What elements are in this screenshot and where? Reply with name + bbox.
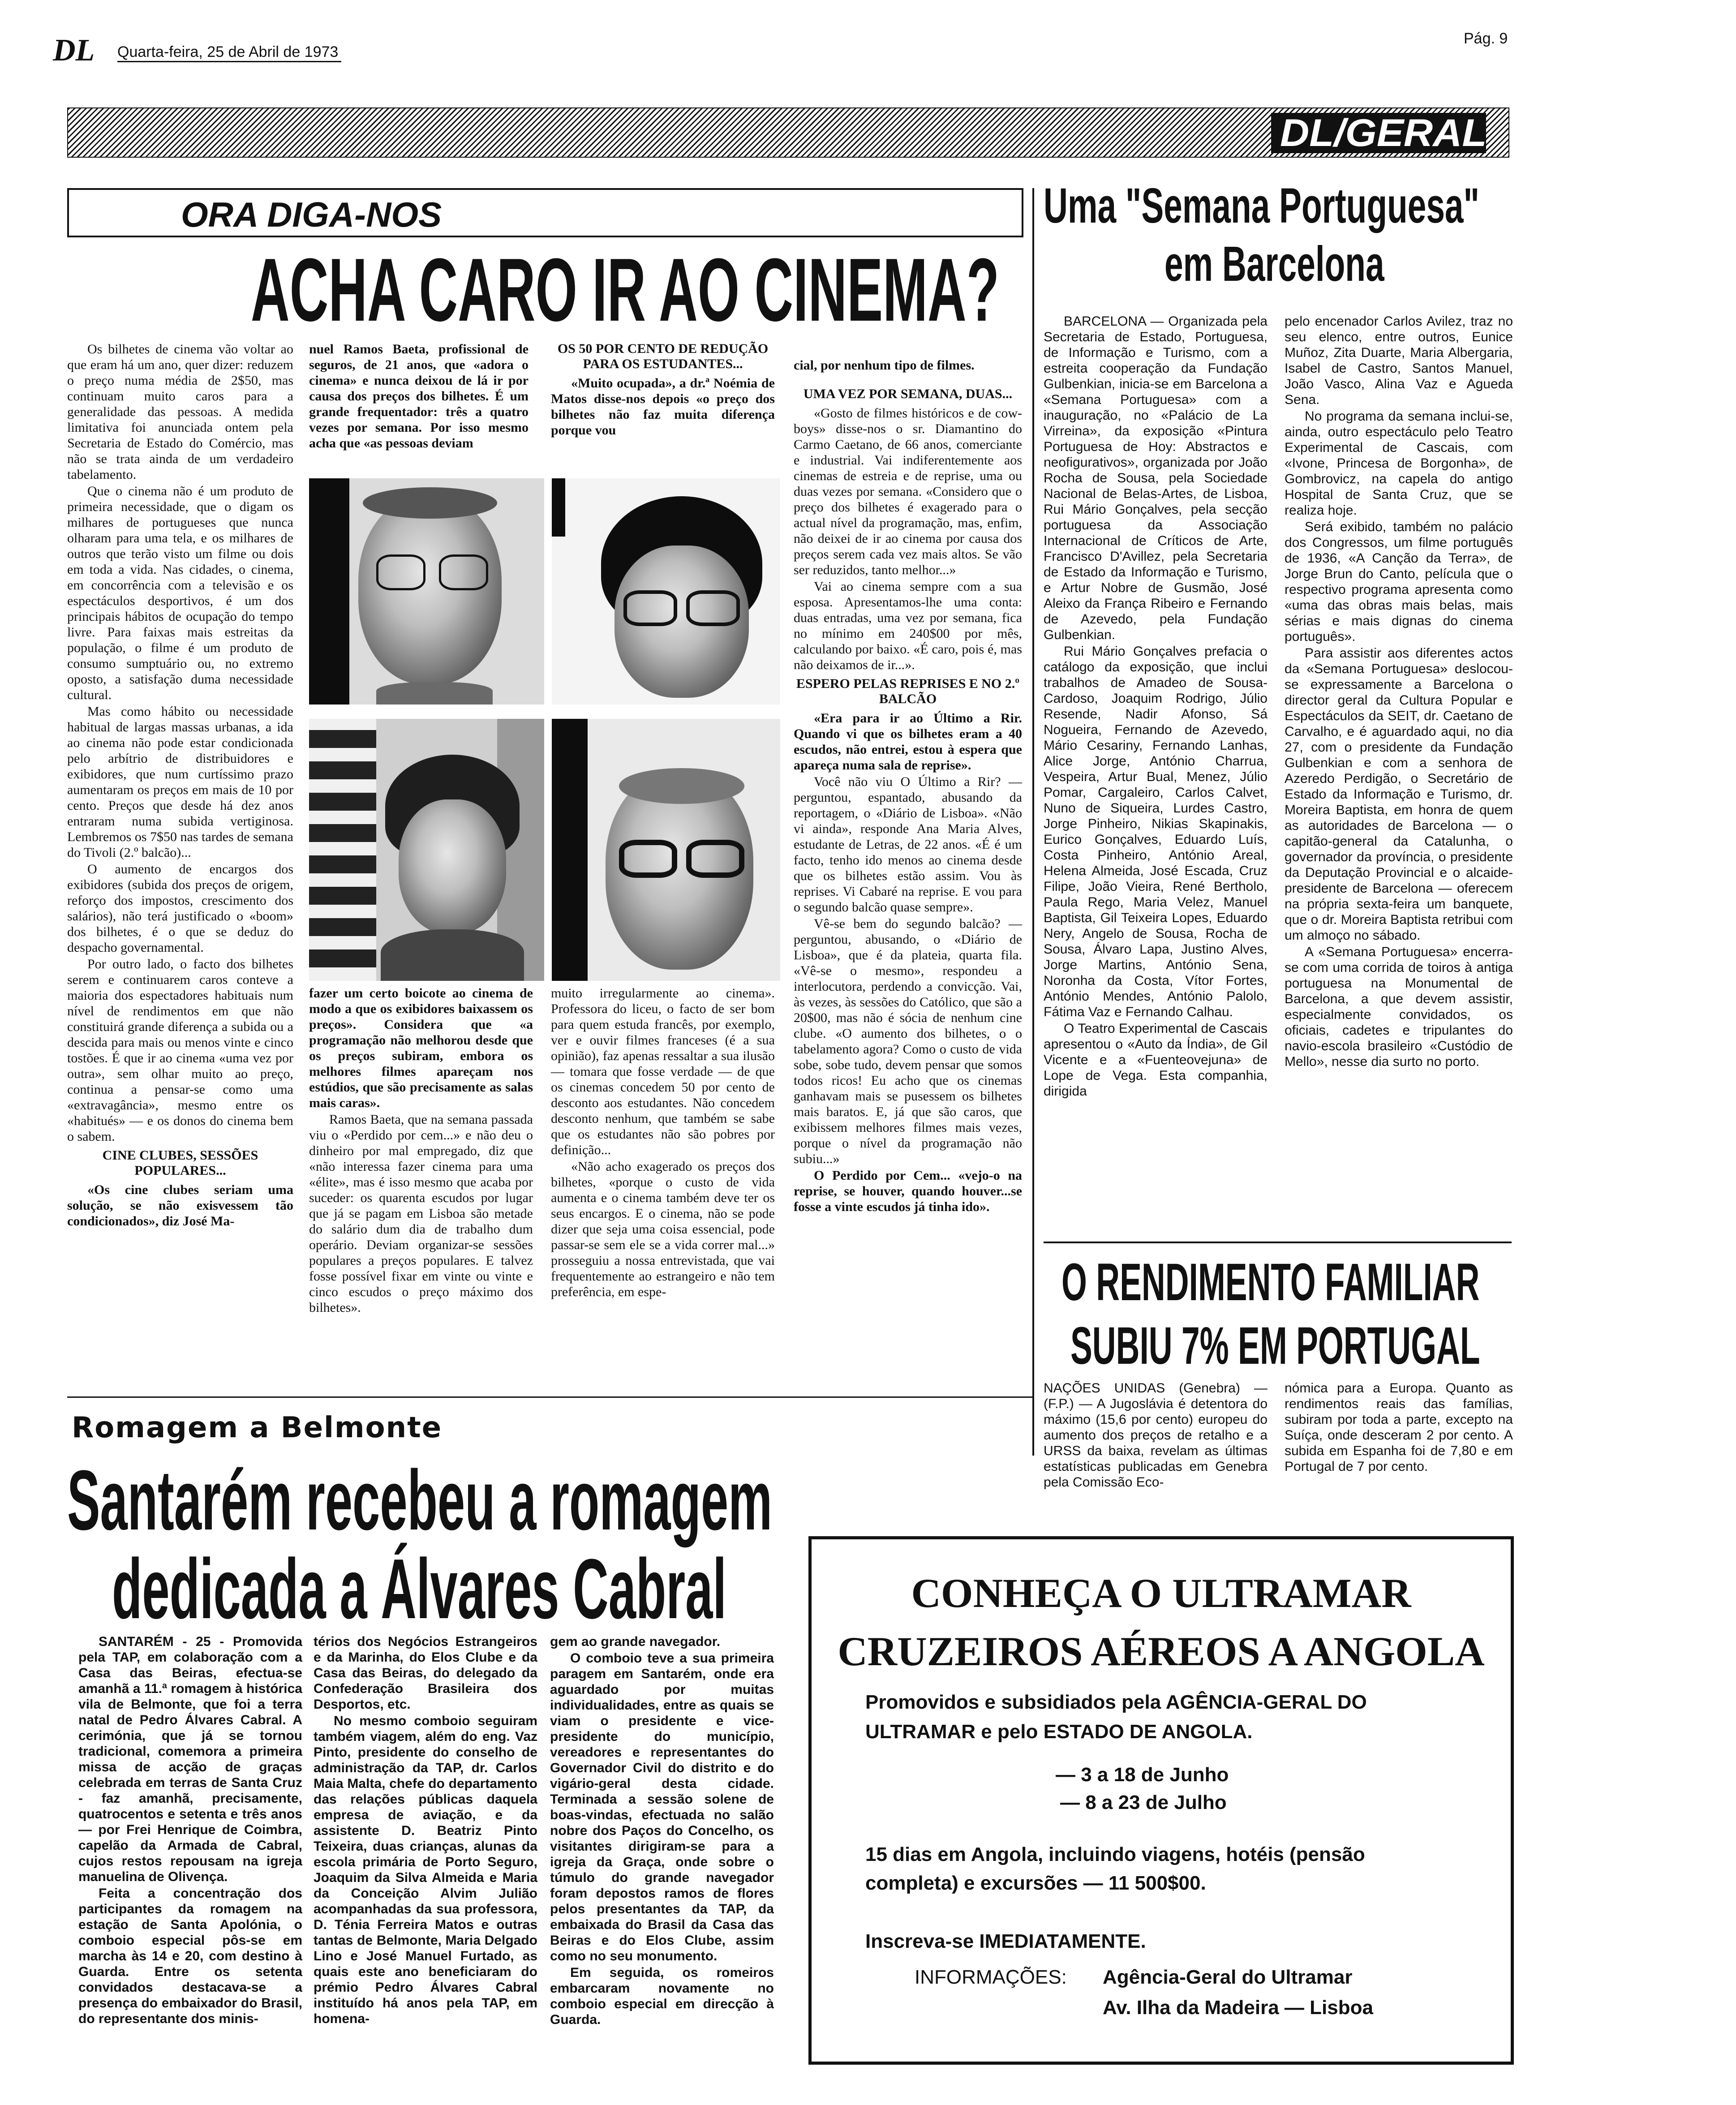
cinema-col3-top-text: «Muito ocupada», a dr.ª Noémia de Matos disse-nos depois «o preço dos bilhetes não faz muita diferença porque vou [551,376,775,438]
ad-headline-2: CRUZEIROS AÉREOS A ANGOLA [838,1628,1485,1674]
column-divider [1032,188,1034,1456]
cinema-col1-p5: Por outro lado, o facto dos bilhetes serem e continuarem caros conteve a maioria dos espectadores habituais num nível de rendimentos em que não constituirá grande diferença a subida ou a descida para mais ou menos vinte e cinco tostões. É que ir ao cinema «uma vez por outra», sem olhar muito ao preço, continua a pensar-se como uma «extravagância», mesmo entre os «habitués» — e os donos do cinema bem o sabem. [67,957,293,1144]
cinema-col3-subhead: OS 50 POR CENTO DE REDUÇÃO PARA OS ESTUDANTES... [557,341,769,371]
cinema-col3-bottom-p2: «Não acho exagerado os preços dos bilhetes, «porque o custo de vida aumenta e o cinema também deve ter os seus encargos. E o cinema, não se pode dizer que seja uma coisa essencial, pode passar-se sem ele se a vida correr mal...» prosseguiu a nossa entrevistada, que vai frequentemente ao estrangeiro e não tem preferência, em espe- [551,1159,775,1299]
section-band [67,107,1509,158]
ad-cta: Inscreva-se IMEDIATAMENTE. [865,1930,1146,1952]
rendimento-column-1 [1044,1380,1268,1524]
cinema-col4-a2: Vai ao cinema sempre com a sua esposa. Apresentamos-lhe uma conta: duas entradas, uma vez por semana, fica no mínimo em 240$00 por mês, calculando por baixo. «É caro, pois é, mas não deixamos de ir...». [794,579,1022,672]
belmonte-col1-p1: SANTARÉM - 25 - Promovida pela TAP, em colaboração com a Casa das Beiras, efectua-se amanhã a 11.ª romagem à histórica vila de Belmonte, que foi a terra natal de Pedro Álvares Cabral. A cerimónia, que já se tornou tradicional, comemora a primeira missa de acção de graças celebrada em terras de Santa Cruz - faz amanhã, precisamente, quatrocentos e setenta e três anos — por Frei Henrique de Coimbra, capelão da Armada de Cabral, cujos restos repousam na igreja manuelina de Olivença. [78,1634,302,1884]
barcelona-col2-p3: Será exibido, também no palácio dos Congressos, um filme português de 1936, «A Canção da Terra», de Jorge Brun do Canto, película que o respectivo programa apresenta como «uma das obras mais belas, mais sérias e mais dignas do cinema português». [1285,520,1513,644]
belmonte-col3-p2: O comboio teve a sua primeira paragem em Santarém, onde era aguardado por muitas individualidades, entre as quais se viam o presidente e vice-presidente do município, vereadores e representantes do Governador Civil do distrito e do vigário-geral desta cidade. Terminada a sessão solene de boas-vindas, efectuada no salão nobre dos Paços do Concelho, os visitantes dirigiram-se para a igreja da Graça, onde sobre o túmulo do grande navegador foram depostos ramos de flores pelos presentantes da TAP, da embaixada do Brasil da Casa das Beiras e do Elos Clube, assim como no seu monumento. [550,1651,774,1963]
cinema-col1-subhead: CINE CLUBES, SESSÕES POPULARES... [102,1148,258,1178]
cinema-col2-bottom-p2: Ramos Baeta, que na semana passada viu o «Perdido por cem...» e não deu o dinheiro por mal empregado, diz que «não interessa fazer cinema para uma «élite», mas é isso mesmo que acaba por suceder: os quarenta escudos por lugar que já se pagam em Lisboa são metade do salário dum dia de trabalho dum operário. Deviam organizar-se sessões populares a preços populares. E talvez fosse possível fixar em vinte ou vinte e cinco escudos o preço máximo dos bilhetes». [309,1112,533,1315]
cinema-kicker: ORA DIGA-NOS [181,195,442,234]
cinema-col4-b2: Você não viu O Último a Rir? — perguntou, espantado, abusando da reportagem, o «Diário de Lisboa». «Não vi ainda», responde Ana Maria Alves, estudante de Letras, de 22 anos. «É é um facto, tenho ido menos ao cinema desde que os bilhetes estão assim. Vou às reprises. Vi Cabaré na reprise. E vou para o segundo balcão quase sempre». [794,774,1022,915]
cinema-column-1 [67,341,293,1379]
photo-young-man-street [309,719,544,981]
masthead-date: Quarta-feira, 25 de Abril de 1973 [117,43,339,60]
barcelona-col2-p4: Para assistir aos diferentes actos da «Semana Portuguesa» deslocou-se expressamente a Barcelona o director geral da Cultura Popular e Espectáculos da SEIT, dr. Caetano de Carvalho, e é aguardado aqui, no dia 27, com o presidente da Fundação Gulbenkian e com a senhora de Azeredo Perdigão, o Secretário de Estado da Informação e Turismo, dr. Moreira Baptista, em honra de quem as autoridades de Barcelona — o capitão-general da Catalunha, o governador da província, o presidente da Deputação Provincial e o alcaide-presidente de Barcelona — oferecem na própria sexta-feira um banquete, que o dr. Moreira Baptista retribui com um almoço no sábado. [1285,646,1513,943]
cinema-col3-bottom-p1: muito irregularmente ao cinema». Professora do liceu, o facto de ser bom para quem estuda francês, por exemplo, ver e ouvir filmes franceses (é a sua opinião), faz apenas ressaltar a sua ilusão — tomara que fosse verdade — de que os cinemas concedem 50 por cento de desconto aos estudantes. Não concedem desconto nenhum, que também se sabe que os estudantes não são pobres por definição... [551,986,775,1157]
photo-woman-glasses [552,478,780,705]
barcelona-col2-p5: A «Semana Portuguesa» encerra-se com uma corrida de toiros à antiga portuguesa na Monumental de Barcelona, a que devem assistir, especialmente convidados, os oficiais, cadetes e tripulantes do navio-escola brasileiro «Custódio de Mello», nesse dia surto no porto. [1285,945,1513,1069]
cinema-column-2-bottom [309,985,533,1379]
ad-info-1: Agência-Geral do Ultramar [1103,1966,1353,1988]
rendimento-col2-text: nómica para a Europa. Quanto as rendimentos reais das famílias, subiram por toda a parte, excepto na Suíça, onde desceram 2 por cento. A subida em Espanha foi de 7,80 e em Portugal de 7 por cento. [1285,1381,1513,1474]
belmonte-column-2 [314,1634,537,2077]
ad-offer-2: completa) e excursões — 11 500$00. [865,1872,1206,1894]
cinema-column-4 [794,341,1022,1379]
cinema-col4-b3: Vê-se bem do segundo balcão? — perguntou, abusando, o «Diário de Lisboa», que é da plateia, quarta fila. «Vê-se o mesmo», respondeu a interlocutora, perdendo a convicção. Vai, às vezes, às sessões do Católico, que são a 20$00, mas não é sócia de nenhum cine clube. «O aumento dos bilhetes, o o tabelamento agora? Como o custo de vida sobe, sobe tudo, devem pensar que somos todos ricos! Eu acho que os cinemas ganhavam mais se pusessem os bilhetes mais baratos. E, já que são caros, que exibissem melhores filmes mais vezes, porque o nível da programação não subiu...» [794,916,1022,1166]
cinema-column-3-bottom [551,985,775,1379]
photo-older-man-glasses [552,719,780,981]
ad-headline-1: CONHEÇA O ULTRAMAR [911,1570,1411,1616]
belmonte-col1-p2: Feita a concentração dos participantes da romagem na estação de Santa Apolónia, o comboio especial pôs-se em marcha às 14 e 20, com destino à Guarda. Entre os setenta convidados destacava-se a presença do embaixador do Brasil, do representante dos minis- [78,1886,302,2026]
cinema-col4-a1: «Gosto de filmes históricos e de cow-boys» disse-nos o sr. Diamantino do Carmo Caetano, de 66 anos, comerciante e industrial. Vai indiferentemente aos cinemas de estreia e de reprise, uma ou duas vezes por semana. «Considero que o preço dos bilhetes é exagerado para o actual nível da programação, mas, enfim, não deixei de ir ao cinema por causa dos preços serem cada vez mais altos. Se vão ser reduzidos, tanto melhor...» [794,406,1022,577]
cinema-headline: ACHA CARO IR AO CINEMA? [251,240,1000,340]
belmonte-col3-p1: gem ao grande navegador. [550,1634,721,1649]
cinema-headline-wrap [251,240,1000,340]
belmonte-headline-2-wrap [112,1542,739,1637]
ad-line-2: ULTRAMAR e pelo ESTADO DE ANGOLA. [865,1721,1253,1743]
cinema-col2-bottom-p1: fazer um certo boicote ao cinema de modo a que os exibidores baixassem os preços». Considera que «a programação não melhorou desde que os preços subiram, embora os melhores filmes apareçam nos estúdios, que são precisamente as salas mais caras». [309,986,533,1110]
ad-date-1: — 3 a 18 de Junho [1056,1764,1229,1786]
cinema-col2-top-text: nuel Ramos Baeta, profissional de seguros, de 21 anos, que «adora o cinema» e nunca deixou de lá ir por causa dos preços dos bilhetes. É um grande frequentador: três a quatro vezes por semana. Por isso mesmo acha que «as pessoas deviam [309,342,529,451]
rendimento-headline-2: SUBIU 7% EM PORTUGAL [1070,1316,1480,1375]
barcelona-col2-p1: pelo encenador Carlos Avilez, traz no seu elenco, entre outros, Eunice Muñoz, Zita Duarte, Maria Albergaria, Isabel de Castro, Santos Manuel, João Vasco, Alina Vaz e Agueda Sena. [1285,314,1513,407]
barcelona-col1-p2: Rui Mário Gonçalves prefacia o catálogo da exposição, que inclui trabalhos de Amadeo de Sousa-Cardoso, Joaquim Rodrigo, Júlio Resende, Nadir Afonso, Sá Nogueira, Fernando de Azevedo, Mário Cesariny, Fernando Lanhas, Alice Jorge, António Charrua, Vespeira, Artur Bual, Menez, Júlio Pomar, Cargaleiro, Carlos Calvet, Nuno de Siqueira, Lurdes Castro, Jorge Pinheiro, Nikias Skapinakis, Eurico Gonçalves, Eduardo Luís, Costa Pinheiro, António Areal, Helena Almeida, José Escada, Cruz Filipe, João Vieira, René Bertholo, Paula Rego, Maria Velez, Manuel Baptista, Gil Teixeira Lopes, Eduardo Nery, Angelo de Sousa, Rocha de Sousa, Álvaro Lapa, Justino Alves, Jorge Martins, António Sena, Noronha da Costa, Vítor Fortes, António Mendes, António Palolo, Fátima Vaz e Fernando Calhau. [1044,644,1268,1019]
cinema-col4-b4: O Perdido por Cem... «vejo-o na reprise, se houver, quando houver...se fosse a vinte escudos já tinha ido». [794,1168,1022,1214]
cinema-col4-top: cial, por nenhum tipo de filmes. [794,358,975,373]
barcelona-headline-2: em Barcelona [1164,236,1384,292]
section-band-label [1271,113,1486,153]
rendimento-headline-2-wrap [1070,1317,1500,1375]
belmonte-col2-p2: No mesmo comboio seguiram também viagem, além do eng. Vaz Pinto, presidente do conselho de administração da TAP, dr. Carlos Maia Malta, chefe do departamento das relações públicas daquela empresa de aviação, e da assistente D. Beatriz Pinto Teixeira, duas crianças, alunas da escola primária de Porto Seguro, Joaquim da Silva Almeida e Maria da Conceição Alvim Julião acompanhadas da sua professora, D. Ténia Ferreira Matos e outras tantas de Belmonte, Maria Delgado Lino e José Manuel Furtado, as quais este ano beneficiaram do prémio Pedro Álvares Cabral instituído há anos pela TAP, em homena- [314,1714,537,2026]
cinema-col1-p1: Os bilhetes de cinema vão voltar ao que eram há um ano, quer dizer: reduzem o preço numa média de 2$50, mas continuam muito caros para a generalidade das pessoas. A medida limitativa foi anunciada ontem pela Secretaria de Estado do Comércio, mas não se trata ainda de um verdadeiro tabelamento. [67,342,293,482]
rendimento-col1-text: NAÇÕES UNIDAS (Genebra) — (F.P.) — A Jugoslávia é detentora do máximo (15,6 por cento) europeu do aumento dos preços de retalho e a URSS da baixa, revelam as últimas estatísticas publicadas em Genebra pela Comissão Eco- [1044,1381,1268,1490]
barcelona-col1-p1: BARCELONA — Organizada pela Secretaria de Estado, Portuguesa, de Informação e Turismo, com a estreita cooperação da Fundação Gulbenkian, inicia-se em Barcelona a «Semana Portuguesa» com a inauguração, no «Palácio de La Virreina», da exposição «Pintura Portuguesa de Hoy: Abstractos e neofigurativos», organizada por João Rocha de Sousa, pela Sociedade Nacional de Belas-Artes, de Lisboa, Rui Mário Gonçalves, pela secção portuguesa da Associação Internacional de Críticos de Arte, Francisco D'Avillez, pela Secretaria de Estado da Informação e Turismo, e Artur Nobre de Gusmão, José Aleixo da França Ribeiro e Fernando de Azevedo, pela Fundação Gulbenkian. [1044,314,1268,642]
cinema-col4-subhead-2: ESPERO PELAS REPRISES E NO 2.º BALCÃO [796,676,1020,706]
page-number: Pág. 9 [1464,30,1508,47]
rendimento-headline-1-wrap [1061,1253,1500,1311]
barcelona-headline-1: Uma "Semana Portuguesa" [1044,178,1479,233]
belmonte-col2-p1: térios dos Negócios Estrangeiros e da Marinha, do Elos Clube e da Casa das Beiras, do delegado da Confederação Brasileira dos Desportos, etc. [314,1634,537,1712]
rendimento-top-rule [1044,1242,1512,1243]
belmonte-headline-1-wrap [67,1453,773,1548]
barcelona-col1-p3: O Teatro Experimental de Cascais apresentou o «Auto da Índia», de Gil Vicente e a «Fuenteovejuna» de Lope de Vega. Esta companhia, dirigida [1044,1021,1268,1099]
barcelona-headline-2-wrap [1164,237,1433,291]
barcelona-col2-p2: No programa da semana inclui-se, ainda, outro espectáculo pelo Teatro Experimental de Cascais, com «Ivone, Princesa de Borgonha», de Gombrovicz, na capela do antigo Hospital de Santa Cruz, que se realiza hoje. [1285,409,1513,518]
ad-info-label: INFORMAÇÕES: [915,1966,1067,1988]
ultramar-ad [808,1536,1514,2065]
section-separator [67,1396,1032,1398]
rendimento-headline-1: O RENDIMENTO FAMILIAR [1061,1253,1480,1312]
belmonte-kicker-wrap [72,1411,443,1447]
barcelona-headline-1-wrap [1044,179,1518,233]
cinema-kicker-box [67,188,1023,237]
rendimento-column-2 [1285,1380,1513,1524]
cinema-col1-p2: Que o cinema não é um produto de primeira necessidade, que o digam os milhares de portugueses que nunca olharam para uma tela, e os milhares de outros que terão visto um filme ou dois em toda a vida. Nas cidades, o cinema, em concorrência com a televisão e os espectáculos desportivos, é um dos principais hábitos de ocupação do tempo livre. Para faixas mais estreitas da população, o filme é um produto de consumo sumptuário ou, no extremo oposto, a satisfação duma necessidade cultural. [67,484,293,702]
belmonte-column-1 [78,1634,302,2077]
barcelona-column-2 [1285,314,1513,1227]
photo-man-glasses [309,478,544,705]
cinema-col1-tail: «Os cine clubes seriam uma solução, se não exisvessem tão condicionados», diz José Ma- [67,1182,293,1229]
masthead-logo: DL [53,33,95,68]
section-band-text: DL/GERAL [1280,112,1487,155]
cinema-col1-p4: O aumento de encargos dos exibidores (subida dos preços de origem, reforço dos impostos, crescimento dos salários), não terá justificado o «boom» dos bilhetes, é o que se deduz do despacho governamental. [67,862,293,955]
masthead-date-underline [117,61,341,62]
cinema-col4-b1: «Era para ir ao Último a Rir. Quando vi que os bilhetes eram a 40 escudos, não entrei, estou à espera que apareça numa sala de reprise». [794,711,1022,773]
cinema-col1-p3: Mas como hábito ou necessidade habitual de largas massas urbanas, a ida ao cinema não pode estar condicionada pelo arbítrio de distribuidores e exibidores, que num curtíssimo prazo aumentaram os preços em mais de 10 por cento. Preços que desde há dez anos entraram numa subida vertiginosa. Lembremos os 7$50 nas tardes de semana do Tivoli (2.º balcão)... [67,704,293,860]
ad-offer-1: 15 dias em Angola, incluindo viagens, hotéis (pensão [865,1843,1365,1865]
barcelona-column-1 [1044,314,1268,1227]
belmonte-kicker: Romagem a Belmonte [72,1411,443,1444]
ad-date-2: — 8 a 23 de Julho [1060,1791,1227,1813]
ad-info-2: Av. Ilha da Madeira — Lisboa [1103,1997,1373,2019]
cinema-column-3-top [551,341,775,471]
cinema-column-2-top [309,341,529,471]
belmonte-headline-1: Santarém recebeu a romagem [67,1453,773,1548]
ad-line-1: Promovidos e subsidiados pela AGÊNCIA-GERAL DO [865,1691,1367,1713]
cinema-col4-subhead-1: UMA VEZ POR SEMANA, DUAS... [803,387,1013,401]
belmonte-headline-2: dedicada a Álvares Cabral [112,1542,727,1637]
belmonte-column-3 [550,1634,774,2077]
belmonte-col3-p3: Em seguida, os romeiros embarcaram novamente no comboio especial em direcção à Guarda. [550,1965,774,2027]
